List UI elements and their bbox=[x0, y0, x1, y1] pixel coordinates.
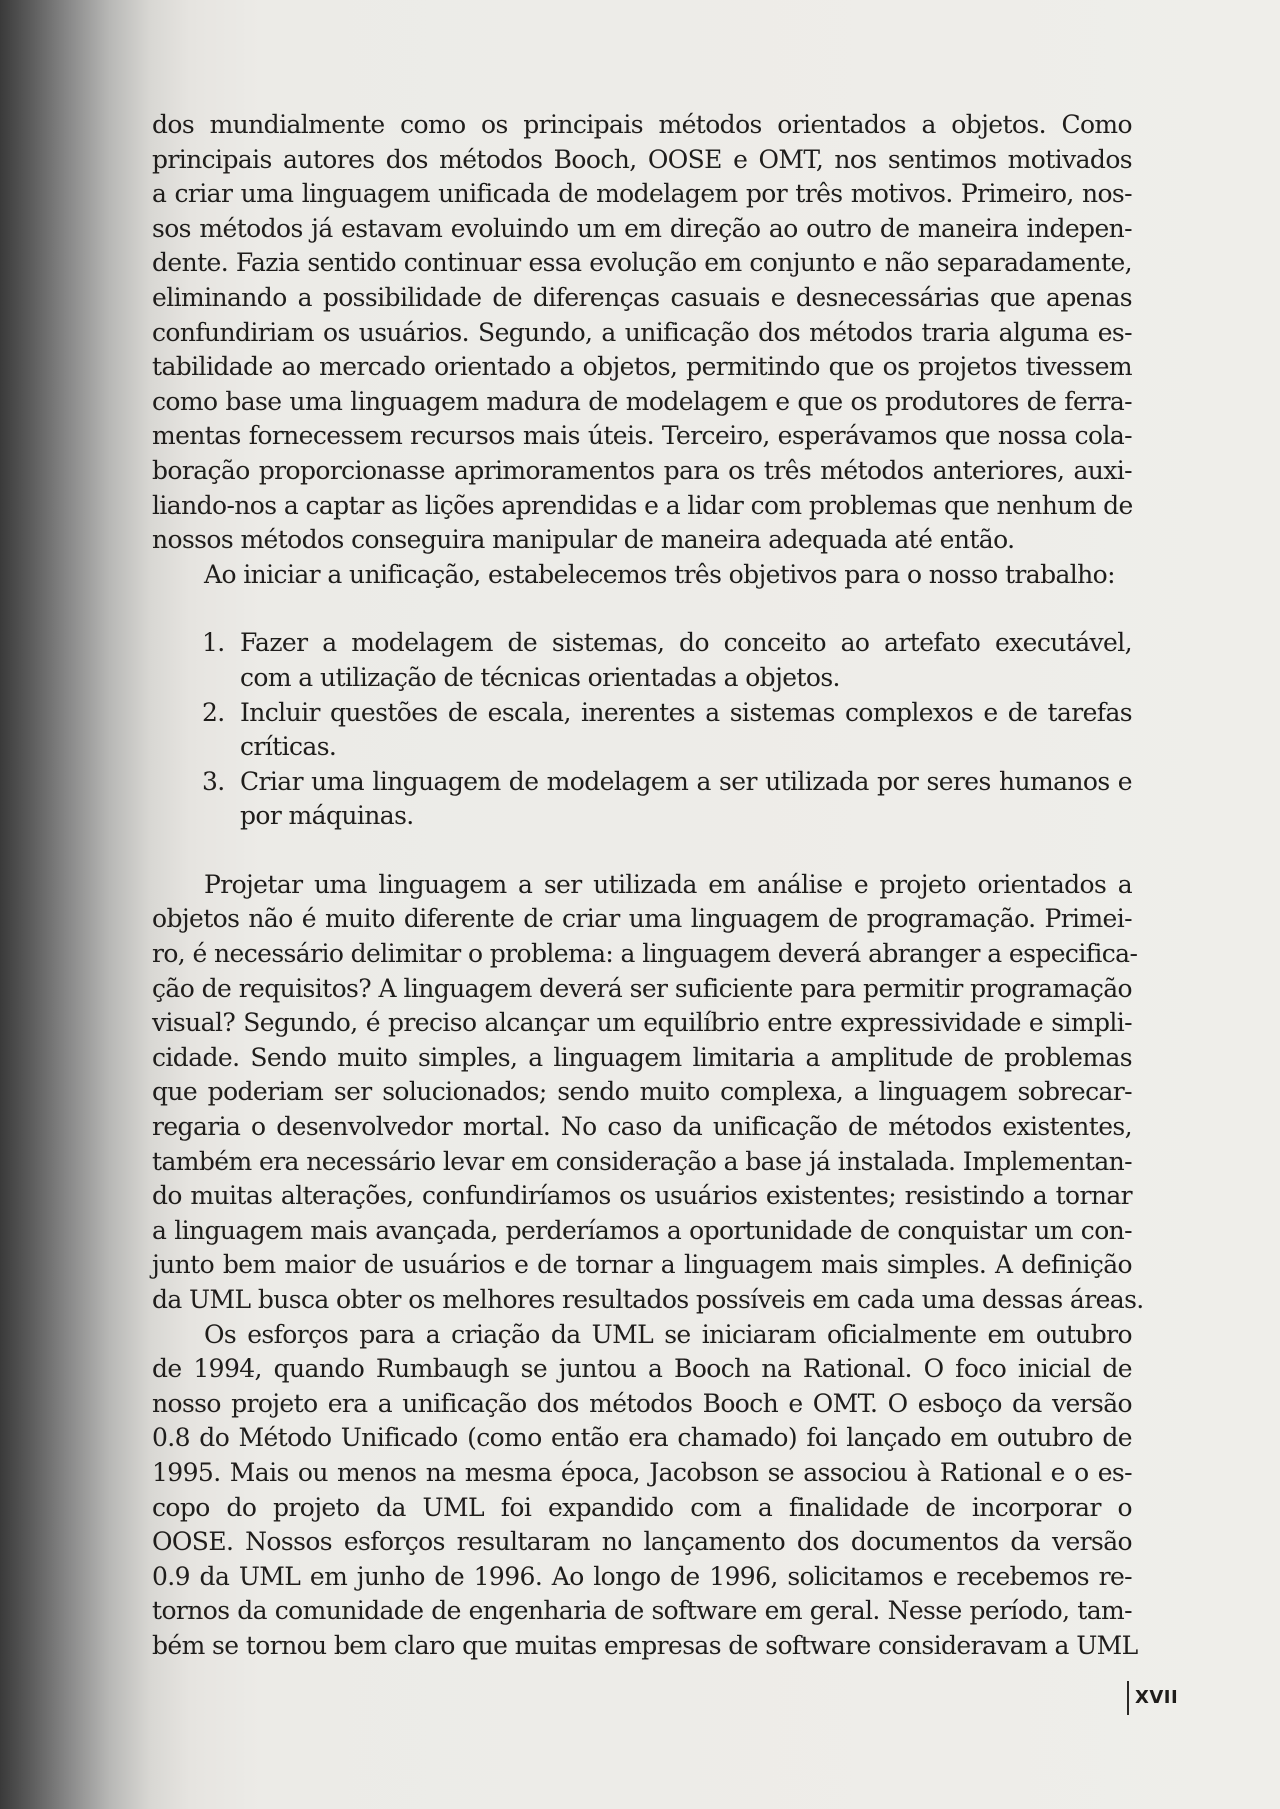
list-item bbox=[152, 626, 1132, 695]
text-line: dente. Fazia sentido continuar essa evolução em conjunto e não separadamente, bbox=[152, 248, 1132, 278]
text-line: boração proporcionasse aprimoramentos para os três métodos anteriores, auxi- bbox=[152, 455, 1132, 485]
text-line: de 1994, quando Rumbaugh se juntou a Booch na Rational. O foco inicial de bbox=[152, 1354, 1132, 1384]
text-line: sos métodos já estavam evoluindo um em direção ao outro de maneira indepen- bbox=[152, 213, 1132, 243]
text-line: mentas fornecessem recursos mais úteis. Terceiro, esperávamos que nossa cola- bbox=[152, 421, 1132, 451]
text-line: dos mundialmente como os principais métodos orientados a objetos. Como bbox=[152, 110, 1132, 139]
text-line: 1995. Mais ou menos na mesma época, Jacobson se associou à Rational e o es- bbox=[152, 1457, 1132, 1487]
text-line: visual? Segundo, é preciso alcançar um equilíbrio entre expressividade e simpli- bbox=[152, 1008, 1132, 1038]
list-item bbox=[152, 765, 1132, 834]
text-line: confundiriam os usuários. Segundo, a unificação dos métodos traria alguma es- bbox=[152, 317, 1132, 347]
text-line: por máquinas. bbox=[240, 801, 414, 831]
text-line: com a utilização de técnicas orientadas a objetos. bbox=[240, 662, 840, 692]
text-line: tornos da comunidade de engenharia de software em geral. Nesse período, tam- bbox=[152, 1596, 1132, 1626]
text-line: copo do projeto da UML foi expandido com a finalidade de incorporar o bbox=[152, 1492, 1132, 1522]
text-line: OOSE. Nossos esforços resultaram no lançamento dos documentos da versão bbox=[152, 1527, 1132, 1557]
text-line: 0.8 do Método Unificado (como então era chamado) foi lançado em outubro de bbox=[152, 1423, 1132, 1453]
paragraph-1 bbox=[152, 108, 1132, 558]
body-text bbox=[152, 108, 1144, 1664]
text-line: da UML busca obter os melhores resultados possíveis em cada uma dessas áreas. bbox=[152, 1285, 1144, 1314]
text-line: Criar uma linguagem de modelagem a ser utilizada por seres humanos e bbox=[240, 766, 1132, 796]
list-number: 2. bbox=[202, 697, 225, 727]
list-number: 3. bbox=[202, 766, 225, 796]
text-line: eliminando a possibilidade de diferenças casuais e desnecessárias que apenas bbox=[152, 282, 1132, 312]
text-line: cidade. Sendo muito simples, a linguagem limitaria a amplitude de problemas bbox=[152, 1042, 1132, 1072]
text-line: a criar uma linguagem unificada de modelagem por três motivos. Primeiro, nos- bbox=[152, 179, 1132, 209]
text-line: como base uma linguagem madura de modelagem e que os produtores de ferra- bbox=[152, 386, 1132, 416]
text-line: principais autores dos métodos Booch, OOSE e OMT, nos sentimos motivados bbox=[152, 144, 1132, 174]
paragraph-2 bbox=[152, 558, 1132, 593]
spacer bbox=[152, 592, 1132, 626]
text-line: Projetar uma linguagem a ser utilizada em análise e projeto orientados a bbox=[204, 869, 1132, 899]
text-line: ro, é necessário delimitar o problema: a linguagem deverá abranger a especifica- bbox=[152, 939, 1138, 969]
text-line: críticas. bbox=[240, 732, 337, 762]
objectives-list bbox=[152, 626, 1132, 834]
text-line: Fazer a modelagem de sistemas, do conceito ao artefato executável, bbox=[240, 628, 1132, 658]
list-item bbox=[152, 696, 1132, 765]
paragraph-4 bbox=[152, 1318, 1138, 1664]
text-line: do muitas alterações, confundiríamos os usuários existentes; resistindo a tornar bbox=[152, 1181, 1132, 1211]
text-line: nossos métodos conseguira manipular de maneira adequada até então. bbox=[152, 525, 1015, 555]
list-number: 1. bbox=[202, 628, 225, 658]
text-line: ção de requisitos? A linguagem deverá ser suficiente para permitir programação bbox=[152, 973, 1132, 1003]
page-number: XVII bbox=[1127, 1681, 1178, 1715]
text-line: tabilidade ao mercado orientado a objetos, permitindo que os projetos tivessem bbox=[152, 352, 1132, 382]
text-line: liando-nos a captar as lições aprendidas e a lidar com problemas que nenhum de bbox=[152, 490, 1133, 520]
text-line: também era necessário levar em consideração a base já instalada. Implementan- bbox=[152, 1146, 1132, 1176]
paragraph-3 bbox=[152, 868, 1144, 1318]
text-line: bém se tornou bem claro que muitas empresas de software consideravam a UML bbox=[152, 1630, 1138, 1660]
text-line: objetos não é muito diferente de criar uma linguagem de programação. Primei- bbox=[152, 904, 1132, 934]
text-line: a linguagem mais avançada, perderíamos a oportunidade de conquistar um con- bbox=[152, 1215, 1132, 1245]
spacer bbox=[152, 834, 1132, 868]
text-line: nosso projeto era a unificação dos métodos Booch e OMT. O esboço da versão bbox=[152, 1388, 1132, 1418]
text-line: Os esforços para a criação da UML se iniciaram oficialmente em outubro bbox=[204, 1319, 1132, 1349]
text-line: 0.9 da UML em junho de 1996. Ao longo de 1996, solicitamos e recebemos re- bbox=[152, 1561, 1132, 1591]
text-line: junto bem maior de usuários e de tornar a linguagem mais simples. A definição bbox=[152, 1250, 1132, 1280]
text-line: regaria o desenvolvedor mortal. No caso da unificação de métodos existentes, bbox=[152, 1112, 1132, 1142]
text-line: que poderiam ser solucionados; sendo muito complexa, a linguagem sobrecar- bbox=[152, 1077, 1132, 1107]
text-line: Ao iniciar a unificação, estabelecemos três objetivos para o nosso trabalho: bbox=[204, 559, 1115, 589]
text-line: Incluir questões de escala, inerentes a sistemas complexos e de tarefas bbox=[240, 697, 1132, 727]
